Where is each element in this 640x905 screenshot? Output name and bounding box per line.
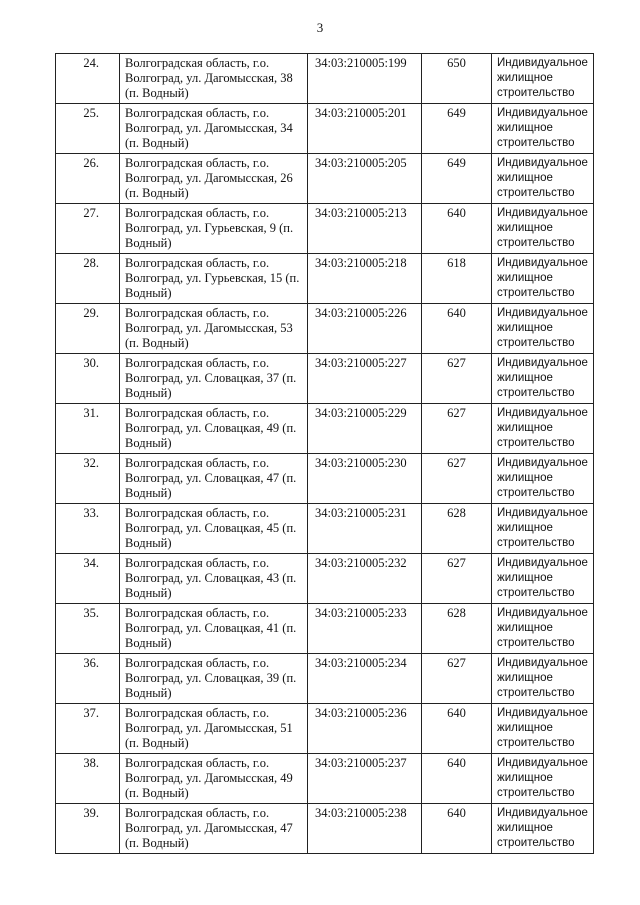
row-number-cell: 30. [56,354,120,404]
table-row [56,554,594,604]
cadastral-number-cell: 34:03:210005:233 [308,604,422,654]
table-row [56,504,594,554]
table-row [56,104,594,154]
permitted-use-cell: Индивидуальное жилищное строительство [492,304,594,354]
table-row [56,354,594,404]
cadastral-number-cell: 34:03:210005:231 [308,504,422,554]
permitted-use-cell: Индивидуальное жилищное строительство [492,754,594,804]
row-number-cell: 32. [56,454,120,504]
address-cell: Волгоградская область, г.о. Волгоград, ул. Дагомысская, 34 (п. Водный) [120,104,308,154]
row-number-cell: 26. [56,154,120,204]
row-number-cell: 27. [56,204,120,254]
row-number-cell: 33. [56,504,120,554]
table-row [56,604,594,654]
area-cell: 627 [422,354,492,404]
area-cell: 628 [422,604,492,654]
address-cell: Волгоградская область, г.о. Волгоград, ул. Словацкая, 49 (п. Водный) [120,404,308,454]
row-number-cell: 24. [56,54,120,104]
page-number: 3 [316,20,324,35]
address-cell: Волгоградская область, г.о. Волгоград, ул. Дагомысская, 51 (п. Водный) [120,704,308,754]
address-cell: Волгоградская область, г.о. Волгоград, ул. Дагомысская, 49 (п. Водный) [120,754,308,804]
permitted-use-cell: Индивидуальное жилищное строительство [492,354,594,404]
row-number-cell: 35. [56,604,120,654]
table-row [56,454,594,504]
cadastral-number-cell: 34:03:210005:205 [308,154,422,204]
address-cell: Волгоградская область, г.о. Волгоград, ул. Дагомысская, 47 (п. Водный) [120,804,308,854]
area-cell: 618 [422,254,492,304]
permitted-use-cell: Индивидуальное жилищное строительство [492,54,594,104]
cadastral-number-cell: 34:03:210005:238 [308,804,422,854]
row-number-cell: 37. [56,704,120,754]
table-row [56,754,594,804]
area-cell: 627 [422,654,492,704]
area-cell: 627 [422,404,492,454]
table-row [56,404,594,454]
table-row [56,804,594,854]
cadastral-number-cell: 34:03:210005:237 [308,754,422,804]
permitted-use-cell: Индивидуальное жилищное строительство [492,104,594,154]
cadastral-number-cell: 34:03:210005:234 [308,654,422,704]
cadastral-number-cell: 34:03:210005:236 [308,704,422,754]
row-number-cell: 39. [56,804,120,854]
permitted-use-cell: Индивидуальное жилищное строительство [492,604,594,654]
area-cell: 649 [422,104,492,154]
row-number-cell: 38. [56,754,120,804]
permitted-use-cell: Индивидуальное жилищное строительство [492,704,594,754]
address-cell: Волгоградская область, г.о. Волгоград, ул. Словацкая, 43 (п. Водный) [120,554,308,604]
permitted-use-cell: Индивидуальное жилищное строительство [492,204,594,254]
address-cell: Волгоградская область, г.о. Волгоград, ул. Словацкая, 47 (п. Водный) [120,454,308,504]
area-cell: 640 [422,754,492,804]
row-number-cell: 29. [56,304,120,354]
table-row [56,704,594,754]
permitted-use-cell: Индивидуальное жилищное строительство [492,554,594,604]
address-cell: Волгоградская область, г.о. Волгоград, ул. Гурьевская, 15 (п. Водный) [120,254,308,304]
table-row [56,254,594,304]
address-cell: Волгоградская область, г.о. Волгоград, ул. Гурьевская, 9 (п. Водный) [120,204,308,254]
permitted-use-cell: Индивидуальное жилищное строительство [492,504,594,554]
permitted-use-cell: Индивидуальное жилищное строительство [492,404,594,454]
address-cell: Волгоградская область, г.о. Волгоград, ул. Дагомысская, 38 (п. Водный) [120,54,308,104]
row-number-cell: 34. [56,554,120,604]
address-cell: Волгоградская область, г.о. Волгоград, ул. Дагомысская, 26 (п. Водный) [120,154,308,204]
area-cell: 628 [422,504,492,554]
cadastral-number-cell: 34:03:210005:218 [308,254,422,304]
permitted-use-cell: Индивидуальное жилищное строительство [492,654,594,704]
table-row [56,304,594,354]
cadastral-number-cell: 34:03:210005:201 [308,104,422,154]
address-cell: Волгоградская область, г.о. Волгоград, ул. Словацкая, 39 (п. Водный) [120,654,308,704]
row-number-cell: 25. [56,104,120,154]
cadastral-number-cell: 34:03:210005:232 [308,554,422,604]
address-cell: Волгоградская область, г.о. Волгоград, ул. Словацкая, 37 (п. Водный) [120,354,308,404]
table-row [56,54,594,104]
address-cell: Волгоградская область, г.о. Волгоград, ул. Дагомысская, 53 (п. Водный) [120,304,308,354]
row-number-cell: 31. [56,404,120,454]
cadastral-number-cell: 34:03:210005:230 [308,454,422,504]
cadastral-number-cell: 34:03:210005:213 [308,204,422,254]
land-plots-table [55,53,594,854]
permitted-use-cell: Индивидуальное жилищное строительство [492,154,594,204]
table-row [56,154,594,204]
cadastral-number-cell: 34:03:210005:226 [308,304,422,354]
area-cell: 640 [422,204,492,254]
address-cell: Волгоградская область, г.о. Волгоград, ул. Словацкая, 45 (п. Водный) [120,504,308,554]
area-cell: 649 [422,154,492,204]
permitted-use-cell: Индивидуальное жилищное строительство [492,454,594,504]
cadastral-number-cell: 34:03:210005:199 [308,54,422,104]
row-number-cell: 36. [56,654,120,704]
permitted-use-cell: Индивидуальное жилищное строительство [492,254,594,304]
table-row [56,204,594,254]
cadastral-number-cell: 34:03:210005:229 [308,404,422,454]
row-number-cell: 28. [56,254,120,304]
area-cell: 650 [422,54,492,104]
area-cell: 627 [422,454,492,504]
permitted-use-cell: Индивидуальное жилищное строительство [492,804,594,854]
area-cell: 640 [422,704,492,754]
table-body [56,54,594,854]
area-cell: 627 [422,554,492,604]
cadastral-number-cell: 34:03:210005:227 [308,354,422,404]
area-cell: 640 [422,804,492,854]
area-cell: 640 [422,304,492,354]
address-cell: Волгоградская область, г.о. Волгоград, ул. Словацкая, 41 (п. Водный) [120,604,308,654]
table-row [56,654,594,704]
